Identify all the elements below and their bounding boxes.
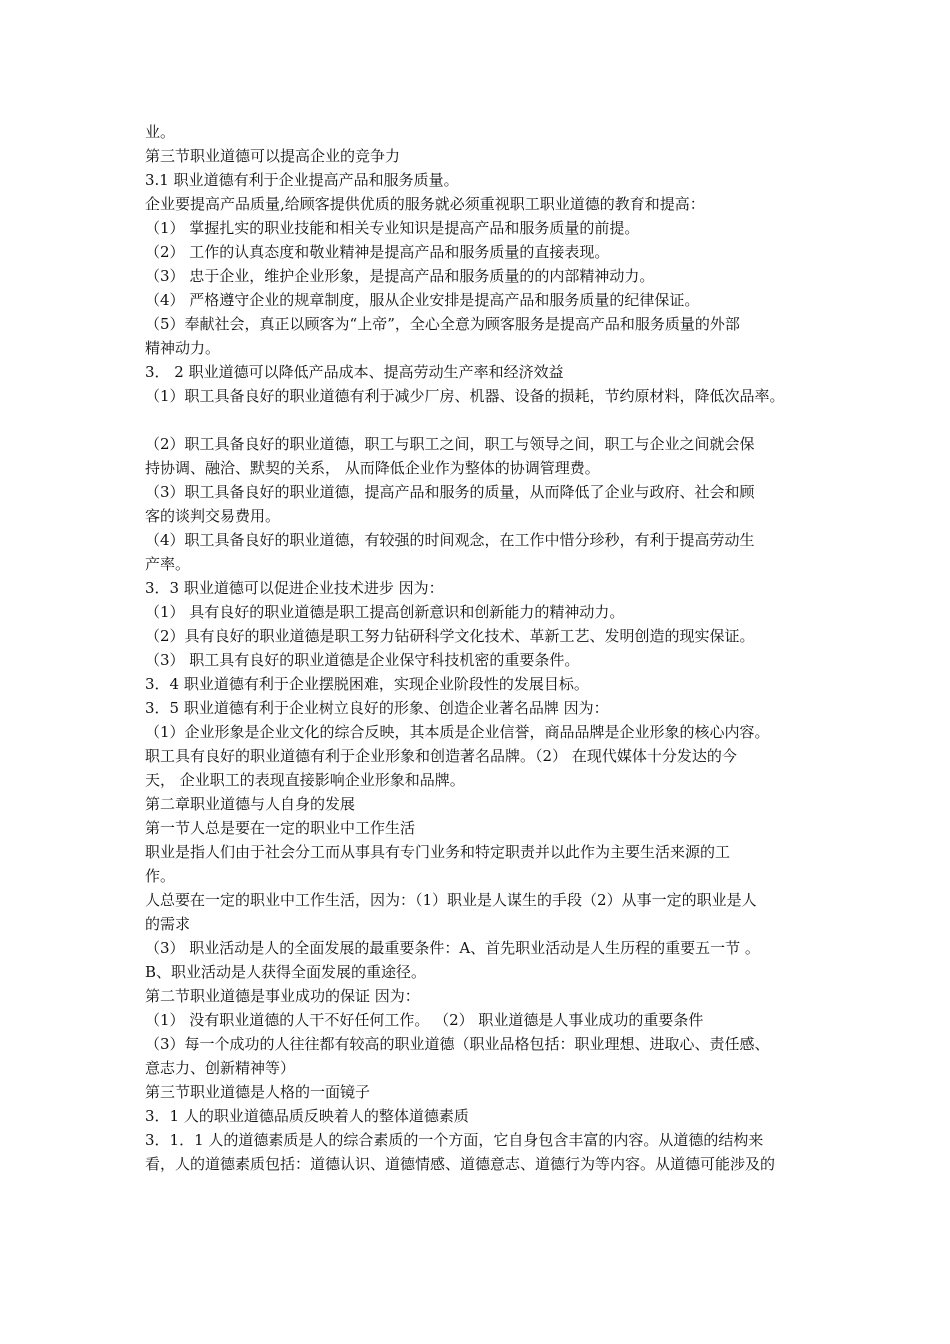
- text-line: （1） 没有职业道德的人干不好任何工作。 （2） 职业道德是人事业成功的重要条件: [145, 1011, 704, 1029]
- text-line: 作。: [145, 867, 176, 885]
- text-line: 职工具有良好的职业道德有利于企业形象和创造著名品牌。（2） 在现代媒体十分发达的今: [145, 747, 737, 765]
- text-line: 3．1 人的职业道德品质反映着人的整体道德素质: [145, 1107, 469, 1125]
- text-line: 第二节职业道德是事业成功的保证 因为：: [145, 987, 420, 1005]
- text-line: （3） 职工具有良好的职业道德是企业保守科技机密的重要条件。: [145, 651, 580, 669]
- blank-line: [145, 408, 825, 432]
- text-line: 第三节职业道德是人格的一面镜子: [145, 1083, 371, 1101]
- text-line: （3） 职业活动是人的全面发展的最重要条件：A、首先职业活动是人生历程的重要五一节 。: [145, 939, 760, 957]
- document-body: [145, 120, 825, 1176]
- text-line: B、职业活动是人获得全面发展的重途径。: [145, 963, 427, 981]
- text-line: （3）职工具备良好的职业道德，提高产品和服务的质量，从而降低了企业与政府、社会和顾: [145, 483, 755, 501]
- text-line: （4）职工具备良好的职业道德，有较强的时间观念，在工作中惜分珍秒，有利于提高劳动生: [145, 531, 755, 549]
- text-line: 3．3 职业道德可以促进企业技术进步 因为：: [145, 579, 444, 597]
- text-line: （1） 具有良好的职业道德是职工提高创新意识和创新能力的精神动力。: [145, 603, 625, 621]
- text-line: 3．4 职业道德有利于企业摆脱困难，实现企业阶段性的发展目标。: [145, 675, 589, 693]
- text-line: （2）职工具备良好的职业道德，职工与职工之间，职工与领导之间，职工与企业之间就会保: [145, 435, 755, 453]
- text-line: 精神动力。: [145, 339, 221, 357]
- text-line: （5）奉献社会，真正以顾客为“上帝”，全心全意为顾客服务是提高产品和服务质量的外部: [145, 315, 740, 333]
- text-line: 的需求: [145, 915, 191, 933]
- text-line: 看，人的道德素质包括：道德认识、道德情感、道德意志、道德行为等内容。从道德可能涉及的: [145, 1155, 776, 1173]
- text-line: （4） 严格遵守企业的规章制度，服从企业安排是提高产品和服务质量的纪律保证。: [145, 291, 700, 309]
- text-line: （2） 工作的认真态度和敬业精神是提高产品和服务质量的直接表现。: [145, 243, 610, 261]
- text-line: 企业要提高产品质量,给顾客提供优质的服务就必须重视职工职业道德的教育和提高：: [145, 195, 705, 213]
- text-line: 业。: [145, 123, 176, 141]
- text-line: 3．5 职业道德有利于企业树立良好的形象、创造企业著名品牌 因为：: [145, 699, 609, 717]
- text-line: （3）每一个成功的人往往都有较高的职业道德（职业品格包括：职业理想、进取心、责任感、: [145, 1035, 770, 1053]
- text-line: （1）企业形象是企业文化的综合反映，其本质是企业信誉，商品品牌是企业形象的核心内容。: [145, 723, 770, 741]
- text-line: 3． 2 职业道德可以降低产品成本、提高劳动生产率和经济效益: [145, 363, 564, 381]
- text-line: （1） 掌握扎实的职业技能和相关专业知识是提高产品和服务质量的前提。: [145, 219, 640, 237]
- text-line: 天， 企业职工的表现直接影响企业形象和品牌。: [145, 771, 465, 789]
- text-line: （3） 忠于企业，维护企业形象，是提高产品和服务质量的的内部精神动力。: [145, 267, 655, 285]
- text-line: 意志力、创新精神等）: [145, 1059, 296, 1077]
- text-line: （2）具有良好的职业道德是职工努力钻研科学文化技术、革新工艺、发明创造的现实保证。: [145, 627, 755, 645]
- text-line: 第三节职业道德可以提高企业的竞争力: [145, 147, 401, 165]
- text-line: 客的谈判交易费用。: [145, 507, 281, 525]
- text-line: 3.1 职业道德有利于企业提高产品和服务质量。: [145, 171, 459, 189]
- text-line: （1）职工具备良好的职业道德有利于减少厂房、机器、设备的损耗，节约原材料，降低次品率。: [145, 387, 785, 405]
- text-line: 职业是指人们由于社会分工而从事具有专门业务和特定职责并以此作为主要生活来源的工: [145, 843, 731, 861]
- text-line: 3．1．1 人的道德素质是人的综合素质的一个方面，它自身包含丰富的内容。从道德的结构来: [145, 1131, 764, 1149]
- text-line: 持协调、融洽、默契的关系， 从而降低企业作为整体的协调管理费。: [145, 459, 600, 477]
- text-line: 第二章职业道德与人自身的发展: [145, 795, 356, 813]
- text-line: 第一节人总是要在一定的职业中工作生活: [145, 819, 416, 837]
- text-line: 人总要在一定的职业中工作生活，因为：（1）职业是人谋生的手段（2）从事一定的职业是人: [145, 891, 757, 909]
- text-line: 产率。: [145, 555, 191, 573]
